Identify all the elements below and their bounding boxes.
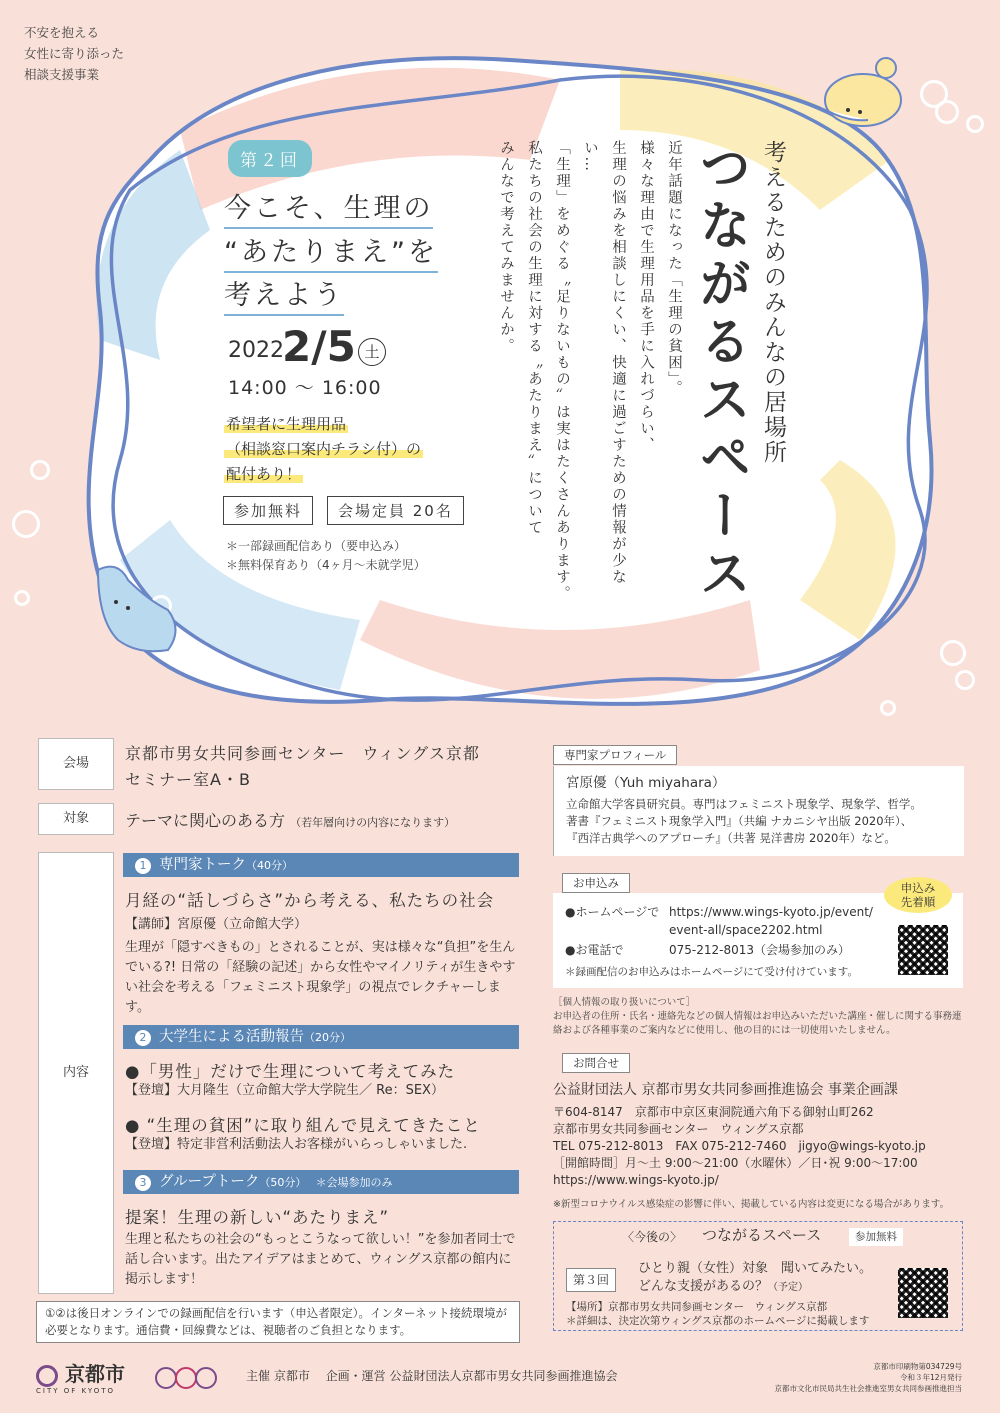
contact-tab: お問合せ <box>562 1053 630 1073</box>
future-round: 第３回 <box>566 1268 616 1292</box>
print-info: 京都市印刷物第034729号 令和３年12月発行 京都市文化市民局共生社会推進室男女共同参画推進担当 <box>774 1362 962 1393</box>
bubble <box>14 590 30 606</box>
organizer-info: 主催 京都市 企画・運営 公益財団法人京都市男女共同参画推進協会 <box>246 1369 618 1383</box>
covid-note: ※新型コロナウイルス感染症の影響に伴い、掲載している内容は変更になる場合があります。 <box>553 1199 950 1210</box>
event-year: 2022 <box>228 338 284 363</box>
content-label: 内容 <box>38 852 114 1294</box>
section-1-header: 1 専門家トーク（40分） <box>123 853 519 877</box>
city-emblem-icon <box>36 1365 58 1387</box>
section-1-speaker: 【講師】宮原優（立命館大学） <box>125 917 308 932</box>
venue-info: 京都市男女共同参画センター ウィングス京都 セミナー室A・B <box>125 744 480 789</box>
section-2-item-1-speaker: 【登壇】大月隆生（立命館大学大学院生／ Re：SEX） <box>125 1083 444 1098</box>
future-topic: ひとり親（女性）対象 聞いてみたい。 どんな支援があるの？（予定） <box>638 1261 873 1294</box>
bubble <box>12 510 40 538</box>
future-title: つながるスペース <box>702 1226 822 1244</box>
contact-org: 公益財団法人 京都市男女共同参画推進協会 事業企画課 <box>553 1082 898 1098</box>
towel-character-icon <box>88 560 188 660</box>
section-3-header: 3 グループトーク（50分） ＊会場参加のみ <box>123 1170 519 1194</box>
event-title: つながるスペース <box>690 140 750 604</box>
association-mascot-logo <box>152 1352 220 1392</box>
theme-line-2: “あたりまえ”を <box>224 230 438 273</box>
round-badge: 第２回 <box>228 140 312 177</box>
kyoto-city-logo: 京都市 CITY OF KYOTO <box>36 1362 125 1395</box>
event-weekday: 土 <box>358 338 386 366</box>
section-1-heading: 月経の“話しづらさ”から考える、私たちの社会 <box>125 891 495 910</box>
theme-line-3: 考えよう <box>224 273 344 316</box>
apply-card: ●ホームページで https://www.wings-kyoto.jp/event/ event-all/space2202.html ●お電話で 075-212-8013（会場参加のみ） ＊録画配信のお申込みはホームページにて受け付けています。 <box>553 893 963 988</box>
event-time: 14:00 ～ 16:00 <box>228 377 382 399</box>
supply-notice: 希望者に生理用品 （相談窓口案内チラシ付）の 配付あり！ <box>226 415 422 483</box>
apply-badge: 申込み 先着順 <box>884 877 952 913</box>
future-note: ＊詳細は、決定次第ウィングス京都のホームページに掲載します <box>566 1315 870 1327</box>
section-1-body: 生理が「隠すべきもの」とされることが、実は様々な“負担”を生んでいる?! 日常の「経験の記述」から女性やマイノリティが生きやすい社会を考える「フェミニスト現象学」の視点でレクチャーします。 <box>125 940 516 1015</box>
apply-qr-code[interactable] <box>898 925 948 975</box>
online-note: ①②は後日オンラインでの録画配信を行います（申込者限定）。インターネット接続環境が必要となります。通信費・回線費などは、視聴者のご負担となります。 <box>36 1301 520 1343</box>
target-info: テーマに関心のある方 （若年層向けの内容になります） <box>125 811 456 830</box>
capacity-box: 会場定員 20名 <box>327 496 464 525</box>
section-3-heading: 提案！生理の新しい“あたりまえ” <box>125 1208 390 1227</box>
contact-details: 〒604-8147 京都市中京区東洞院通六角下る御射山町262 京都市男女共同参画センター ウィングス京都 TEL 075-212-8013 FAX 075-212-7460 jigyo@wings-kyoto.jp ［開館時間］月～土 9:00～21:00（水曜休）／日･祝 9:00～17:00 https://www.wings-kyoto.jp/ <box>553 1105 926 1187</box>
future-event-box: 〈今後の〉 つながるスペース 参加無料 第３回 ひとり親（女性）対象 聞いてみたい。 どんな支援があるの？（予定） 【場所】京都市男女共同参画センター ウィングス京都 ＊詳細は、決定次第ウィングス京都のホームページに掲載します <box>553 1221 963 1331</box>
apply-tel: 075-212-8013（会場参加のみ） <box>669 943 851 957</box>
bubble <box>880 700 896 716</box>
bubble <box>955 670 975 690</box>
event-date: 2/5 <box>282 322 356 371</box>
bubble <box>30 460 50 480</box>
fee-box: 参加無料 <box>223 496 313 525</box>
future-badge: 参加無料 <box>849 1228 903 1246</box>
section-3-body: 生理と私たちの社会の“もっとこうなって欲しい！”を参加者同士で話し合います。出たアイデアはまとめて、ウィングス京都の館内に掲示します！ <box>125 1232 516 1287</box>
profile-card: 宮原優（Yuh miyahara） 立命館大学客員研究員。専門はフェミニスト現象学、現象学、哲学。 著書『フェミニスト現象学入門』（共編 ナカニシヤ出版 2020年）、 『西洋古典学へのアプローチ』（共著 晃洋書房 2020年）など。 <box>553 766 964 856</box>
event-notes: ＊一部録画配信あり（要申込み） ＊無料保育あり（4ヶ月～未就学児） <box>226 539 426 572</box>
knit-hat-character-icon <box>808 50 912 130</box>
privacy-note: ［個人情報の取り扱いについて］ お申込者の住所・氏名・連絡先などの個人情報はお申込みいただいた講座・催しに関する事務連絡および各種事業のご案内などに使用し、他の目的には一切使用いたしません。 <box>553 997 962 1036</box>
tagline: 不安を抱える 女性に寄り添った 相談支援事業 <box>24 25 125 82</box>
section-2-item-1-heading: ●「男性」だけで生理について考えてみた <box>125 1062 456 1081</box>
apply-tab: お申込み <box>562 873 630 893</box>
bubble <box>940 640 966 666</box>
section-2-item-2-heading: ● “生理の貧困”に取り組んで見えてきたこと <box>125 1116 481 1135</box>
future-place: 【場所】京都市男女共同参画センター ウィングス京都 <box>566 1301 828 1313</box>
bubble <box>966 115 984 133</box>
event-description: 近年話題になった「生理の貧困」。 様々な理由で生理用品を手に入れづらい、 生理の悩みを相談しにくい、快適に過ごすための情報が少ない… 「生理」をめぐる〝足りないもの〟は実はたくさんあります。 私たちの社会の生理に対する〝あたりまえ〟について みんなで考えてみませんか。 <box>498 140 682 602</box>
profile-tab: 専門家プロフィール <box>553 745 677 765</box>
profile-name: 宮原優（Yuh miyahara） <box>566 775 726 791</box>
section-2-header: 2 大学生による活動報告（20分） <box>123 1025 519 1049</box>
venue-label: 会場 <box>38 738 114 790</box>
theme-line-1: 今こそ、生理の <box>224 186 433 229</box>
bubble <box>935 100 959 124</box>
event-subtitle: 考えるためのみんなの居場所 <box>760 140 786 465</box>
target-label: 対象 <box>38 803 114 835</box>
future-qr-code[interactable] <box>898 1268 948 1318</box>
apply-url[interactable]: https://www.wings-kyoto.jp/event/ event-all/space2202.html <box>669 905 873 937</box>
section-2-item-2-speaker: 【登壇】特定非営利活動法人お客様がいらっしゃいました. <box>125 1137 468 1152</box>
